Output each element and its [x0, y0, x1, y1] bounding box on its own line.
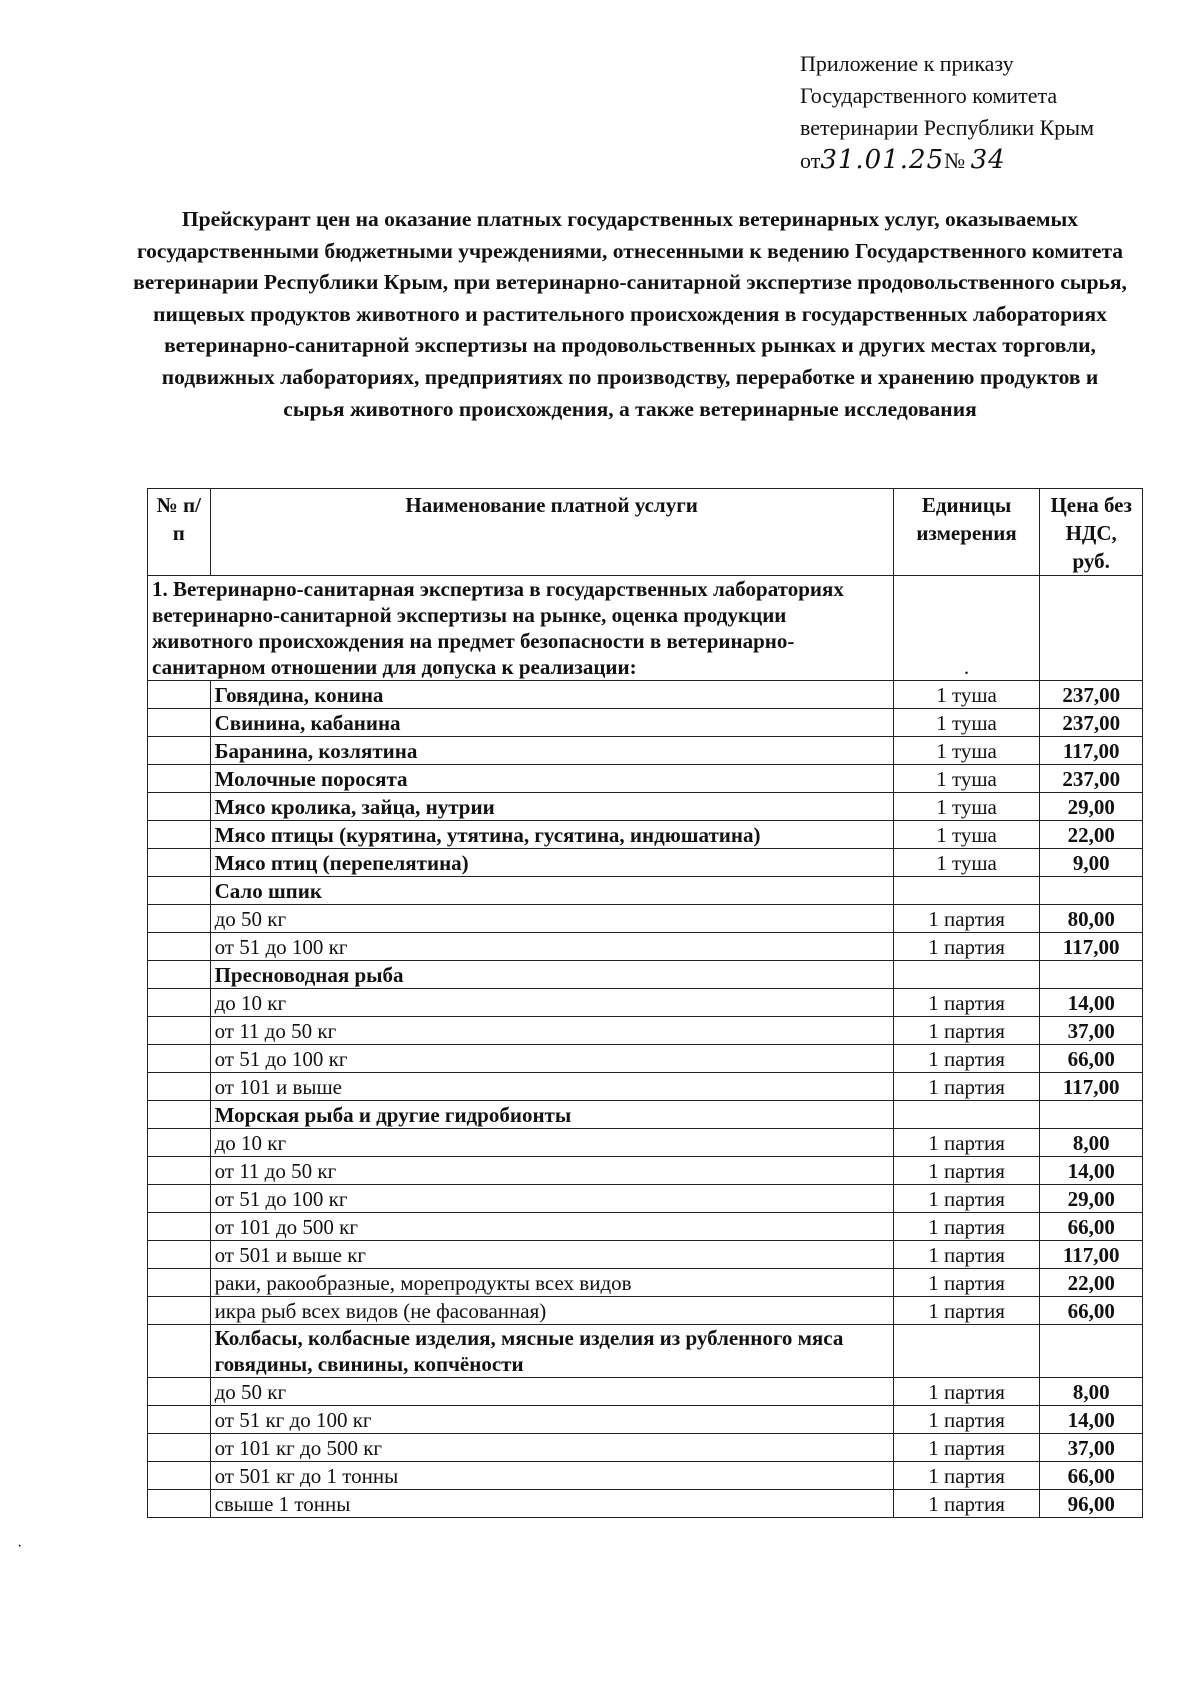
table-row: [148, 1462, 1143, 1490]
cell-name: свыше 1 тонны: [210, 1490, 893, 1518]
number-label: №: [944, 148, 966, 173]
cell-no: [148, 821, 211, 849]
table-row: [148, 1017, 1143, 1045]
cell-unit: 1 партия: [893, 1490, 1040, 1518]
cell-no: [148, 765, 211, 793]
cell-unit: 1 партия: [893, 1297, 1040, 1325]
cell-no: [148, 989, 211, 1017]
cell-price: 80,00: [1040, 905, 1143, 933]
cell-no: [148, 1297, 211, 1325]
table-row: [148, 1101, 1143, 1129]
cell-no: [148, 1462, 211, 1490]
cell-no: [148, 1325, 211, 1378]
cell-name: до 10 кг: [210, 989, 893, 1017]
handwritten-date: 31.01.25: [820, 145, 945, 175]
cell-price: 22,00: [1040, 821, 1143, 849]
cell-unit: [893, 1325, 1040, 1378]
cell-unit: 1 партия: [893, 989, 1040, 1017]
cell-unit: 1 туша: [893, 765, 1040, 793]
cell-price: [1040, 1325, 1143, 1378]
cell-price: 9,00: [1040, 849, 1143, 877]
cell-no: [148, 877, 211, 905]
cell-name: от 11 до 50 кг: [210, 1157, 893, 1185]
cell-price: 14,00: [1040, 989, 1143, 1017]
cell-price: 66,00: [1040, 1045, 1143, 1073]
cell-name: от 101 и выше: [210, 1073, 893, 1101]
cell-no: [148, 961, 211, 989]
header-price: Цена без НДС, руб.: [1040, 489, 1143, 576]
document-title: Прейскурант цен на оказание платных государственных ветеринарных услуг, оказываемых государственными бюджетными учреждениями, отнесенными к ведению Государственного комитета ветеринарии Республики Крым, при ветеринарно-санитарной экспертизе продовольственного сырья, пищевых продуктов животного и растительного происхождения в государственных лабораториях ветеринарно-санитарной экспертизы на продовольственных рынках и других местах торговли, подвижных лабораториях, предприятиях по производству, переработке и хранению продуктов и сырья животного происхождения, а также ветеринарные исследования: [133, 207, 1127, 421]
cell-price: 8,00: [1040, 1378, 1143, 1406]
cell-price: [1040, 877, 1143, 905]
cell-no: [148, 1241, 211, 1269]
cell-name: от 51 до 100 кг: [210, 1045, 893, 1073]
cell-price: 29,00: [1040, 793, 1143, 821]
cell-name: от 501 кг до 1 тонны: [210, 1462, 893, 1490]
cell-no: [148, 1213, 211, 1241]
cell-name: от 51 кг до 100 кг: [210, 1406, 893, 1434]
cell-unit: 1 партия: [893, 1241, 1040, 1269]
price-table: [147, 488, 1143, 1518]
cell-price: 37,00: [1040, 1434, 1143, 1462]
table-row: [148, 1325, 1143, 1378]
table-row: [148, 1241, 1143, 1269]
appendix-line-2: Государственного комитета: [800, 83, 1058, 108]
cell-name: от 101 до 500 кг: [210, 1213, 893, 1241]
cell-no: [148, 1045, 211, 1073]
cell-unit: 1 туша: [893, 709, 1040, 737]
table-row: [148, 1073, 1143, 1101]
cell-unit: 1 туша: [893, 849, 1040, 877]
cell-unit: [893, 877, 1040, 905]
from-prefix: от: [800, 148, 821, 173]
table-row: [148, 877, 1143, 905]
cell-name: раки, ракообразные, морепродукты всех видов: [210, 1269, 893, 1297]
cell-price: 96,00: [1040, 1490, 1143, 1518]
cell-name: Мясо птиц (перепелятина): [210, 849, 893, 877]
cell-name: Колбасы, колбасные изделия, мясные изделия из рубленного мяса говядины, свинины, копчёности: [210, 1325, 893, 1378]
cell-no: [148, 1073, 211, 1101]
cell-name: от 11 до 50 кг: [210, 1017, 893, 1045]
cell-unit: 1 партия: [893, 1269, 1040, 1297]
table-row: [148, 709, 1143, 737]
appendix-line-1: Приложение к приказу: [800, 51, 1014, 76]
cell-price: 237,00: [1040, 765, 1143, 793]
cell-unit: [893, 1101, 1040, 1129]
table-row: [148, 1378, 1143, 1406]
table-row: [148, 1213, 1143, 1241]
cell-price: 8,00: [1040, 1129, 1143, 1157]
cell-unit: 1 партия: [893, 1045, 1040, 1073]
cell-name: Морская рыба и другие гидробионты: [210, 1101, 893, 1129]
cell-no: [148, 849, 211, 877]
cell-unit: 1 партия: [893, 1157, 1040, 1185]
cell-unit: 1 партия: [893, 1378, 1040, 1406]
cell-no: [148, 1017, 211, 1045]
cell-price: 14,00: [1040, 1157, 1143, 1185]
cell-no: [148, 1185, 211, 1213]
cell-price: 29,00: [1040, 1185, 1143, 1213]
table-row: [148, 737, 1143, 765]
cell-price: [1040, 961, 1143, 989]
cell-no: [148, 1434, 211, 1462]
section-1-title: 1. Ветеринарно-санитарная экспертиза в государственных лабораториях ветеринарно-санитарной экспертизы на рынке, оценка продукции животного происхождения на предмет безопасности в ветеринарно-санитарном отношении для допуска к реализации:: [148, 576, 894, 681]
table-row: [148, 1490, 1143, 1518]
header-unit: Единицы измерения: [893, 489, 1040, 576]
section-1-price: [1040, 576, 1143, 681]
header-no: № п/п: [148, 489, 211, 576]
table-row: [148, 793, 1143, 821]
table-row: [148, 1129, 1143, 1157]
cell-name: от 51 до 100 кг: [210, 933, 893, 961]
cell-no: [148, 1378, 211, 1406]
cell-name: от 101 кг до 500 кг: [210, 1434, 893, 1462]
cell-price: 117,00: [1040, 933, 1143, 961]
cell-unit: 1 партия: [893, 1073, 1040, 1101]
cell-unit: 1 партия: [893, 1213, 1040, 1241]
cell-price: 237,00: [1040, 681, 1143, 709]
stray-mark: ·: [17, 1538, 23, 1555]
cell-unit: 1 туша: [893, 737, 1040, 765]
cell-price: 37,00: [1040, 1017, 1143, 1045]
header-name: Наименование платной услуги: [210, 489, 893, 576]
table-row: [148, 1434, 1143, 1462]
cell-name: от 501 и выше кг: [210, 1241, 893, 1269]
appendix-date-line: [800, 144, 1180, 177]
handwritten-number: 34: [970, 145, 1006, 175]
cell-no: [148, 1490, 211, 1518]
cell-price: 66,00: [1040, 1297, 1143, 1325]
table-row: [148, 933, 1143, 961]
table-row: [148, 1185, 1143, 1213]
cell-name: икра рыб всех видов (не фасованная): [210, 1297, 893, 1325]
cell-no: [148, 1101, 211, 1129]
cell-no: [148, 1129, 211, 1157]
cell-name: до 50 кг: [210, 1378, 893, 1406]
cell-name: Мясо птицы (курятина, утятина, гусятина, индюшатина): [210, 821, 893, 849]
cell-name: Баранина, козлятина: [210, 737, 893, 765]
cell-unit: [893, 961, 1040, 989]
table-header-row: [148, 489, 1143, 576]
cell-price: 117,00: [1040, 1241, 1143, 1269]
cell-unit: 1 партия: [893, 1462, 1040, 1490]
cell-no: [148, 709, 211, 737]
cell-price: 66,00: [1040, 1462, 1143, 1490]
cell-unit: 1 партия: [893, 1185, 1040, 1213]
cell-name: до 10 кг: [210, 1129, 893, 1157]
cell-no: [148, 1406, 211, 1434]
cell-name: Сало шпик: [210, 877, 893, 905]
cell-no: [148, 933, 211, 961]
cell-unit: 1 туша: [893, 681, 1040, 709]
table-row: [148, 1406, 1143, 1434]
table-row: [148, 1297, 1143, 1325]
cell-no: [148, 905, 211, 933]
cell-price: [1040, 1101, 1143, 1129]
section-row: [148, 576, 1143, 681]
table-row: [148, 1269, 1143, 1297]
cell-price: 117,00: [1040, 737, 1143, 765]
cell-name: Пресноводная рыба: [210, 961, 893, 989]
cell-unit: 1 туша: [893, 821, 1040, 849]
table-row: [148, 1045, 1143, 1073]
cell-unit: 1 партия: [893, 933, 1040, 961]
cell-name: до 50 кг: [210, 905, 893, 933]
cell-unit: 1 туша: [893, 793, 1040, 821]
table-row: [148, 961, 1143, 989]
cell-unit: 1 партия: [893, 905, 1040, 933]
cell-no: [148, 793, 211, 821]
cell-name: Свинина, кабанина: [210, 709, 893, 737]
cell-no: [148, 1157, 211, 1185]
table-row: [148, 1157, 1143, 1185]
appendix-line-3: ветеринарии Республики Крым: [800, 115, 1095, 140]
cell-unit: 1 партия: [893, 1406, 1040, 1434]
table-row: [148, 821, 1143, 849]
cell-price: 66,00: [1040, 1213, 1143, 1241]
cell-no: [148, 681, 211, 709]
table-row: [148, 905, 1143, 933]
table-row: [148, 849, 1143, 877]
cell-price: 22,00: [1040, 1269, 1143, 1297]
cell-price: 14,00: [1040, 1406, 1143, 1434]
cell-no: [148, 1269, 211, 1297]
cell-name: Говядина, конина: [210, 681, 893, 709]
cell-name: Молочные поросята: [210, 765, 893, 793]
table-row: [148, 765, 1143, 793]
cell-price: 237,00: [1040, 709, 1143, 737]
section-1-unit-mark: .: [893, 576, 1040, 681]
cell-name: от 51 до 100 кг: [210, 1185, 893, 1213]
cell-unit: 1 партия: [893, 1129, 1040, 1157]
cell-name: Мясо кролика, зайца, нутрии: [210, 793, 893, 821]
appendix-header: [800, 48, 1180, 177]
cell-no: [148, 737, 211, 765]
cell-unit: 1 партия: [893, 1434, 1040, 1462]
table-row: [148, 989, 1143, 1017]
cell-unit: 1 партия: [893, 1017, 1040, 1045]
cell-price: 117,00: [1040, 1073, 1143, 1101]
table-row: [148, 681, 1143, 709]
